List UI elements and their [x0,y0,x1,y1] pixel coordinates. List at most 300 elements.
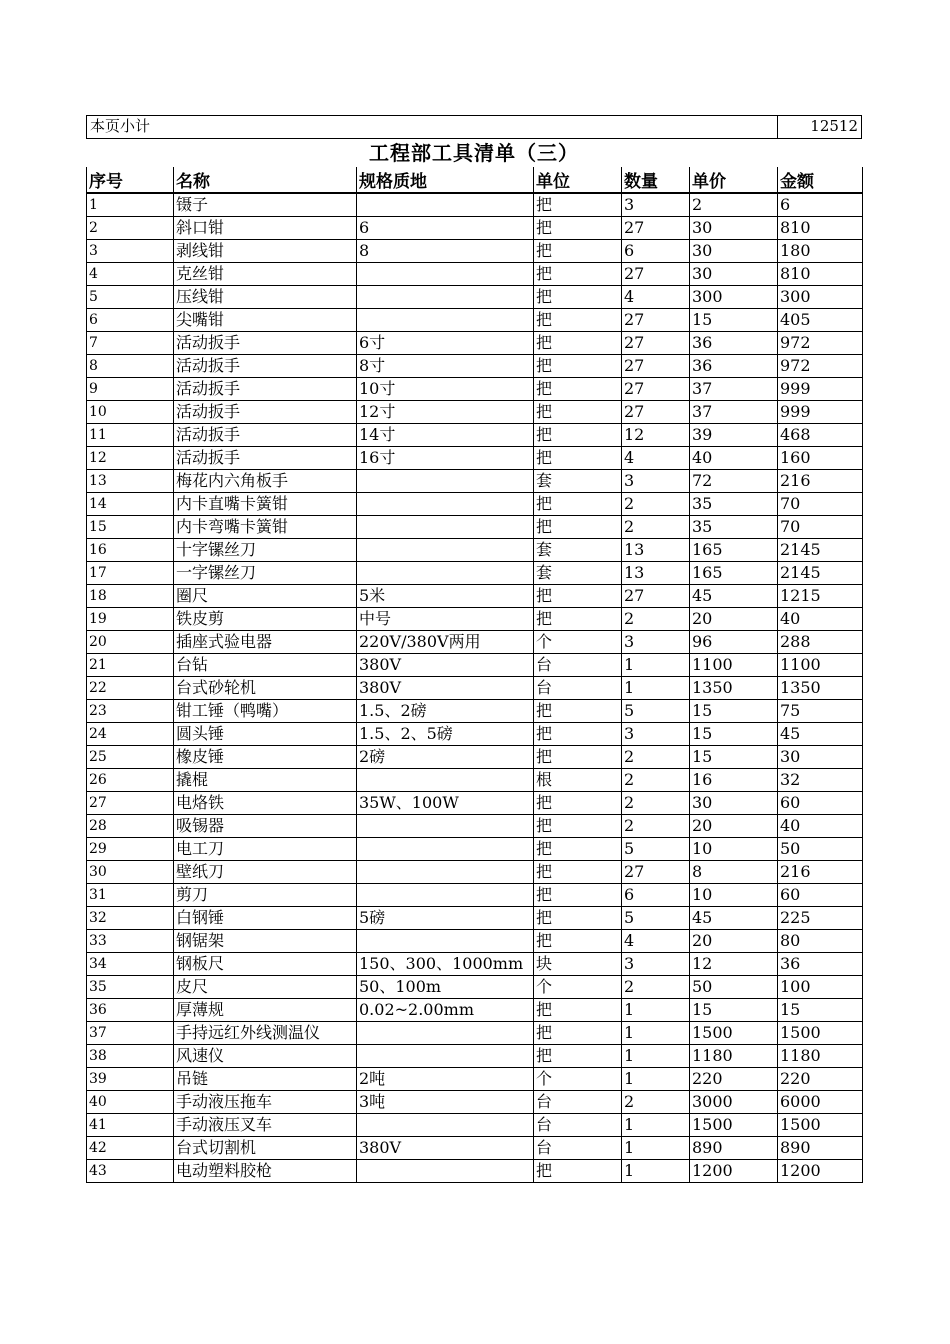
cell-spec: 380V [357,1137,534,1160]
cell-quantity: 13 [622,539,690,562]
cell-name: 电动塑料胶枪 [174,1160,357,1183]
cell-spec: 8 [357,240,534,263]
cell-name: 十字镙丝刀 [174,539,357,562]
cell-quantity: 3 [622,631,690,654]
cell-seq: 26 [87,769,174,792]
header-name: 名称 [174,167,357,193]
tools-table [86,167,863,1183]
cell-seq: 29 [87,838,174,861]
cell-unit: 套 [534,539,622,562]
cell-unit-price: 15 [690,309,778,332]
sheet-title: 工程部工具清单（三） [369,141,579,165]
cell-quantity: 2 [622,608,690,631]
cell-unit: 台 [534,1091,622,1114]
table-row [87,1114,863,1137]
cell-name: 内卡直嘴卡簧钳 [174,493,357,516]
cell-spec [357,815,534,838]
cell-seq: 18 [87,585,174,608]
cell-seq: 43 [87,1160,174,1183]
cell-quantity: 2 [622,815,690,838]
cell-quantity: 4 [622,930,690,953]
cell-unit-price: 16 [690,769,778,792]
cell-unit-price: 50 [690,976,778,999]
cell-seq: 40 [87,1091,174,1114]
cell-spec: 16寸 [357,447,534,470]
cell-quantity: 5 [622,838,690,861]
cell-spec [357,470,534,493]
subtotal-label: 本页小计 [90,117,151,135]
cell-quantity: 27 [622,309,690,332]
header-row [87,167,863,193]
cell-name: 斜口钳 [174,217,357,240]
cell-unit: 台 [534,1137,622,1160]
cell-quantity: 27 [622,861,690,884]
cell-name: 台钻 [174,654,357,677]
cell-unit-price: 1500 [690,1114,778,1137]
header-unit: 单位 [534,167,622,193]
cell-unit: 把 [534,585,622,608]
cell-amount: 2145 [778,539,863,562]
cell-spec [357,838,534,861]
table-row [87,654,863,677]
cell-unit: 把 [534,700,622,723]
cell-unit-price: 1180 [690,1045,778,1068]
table-row [87,953,863,976]
cell-quantity: 27 [622,401,690,424]
cell-quantity: 3 [622,193,690,217]
cell-seq: 25 [87,746,174,769]
table-row [87,240,863,263]
cell-spec [357,884,534,907]
cell-unit-price: 10 [690,884,778,907]
cell-unit: 把 [534,930,622,953]
cell-unit-price: 30 [690,217,778,240]
cell-unit-price: 36 [690,332,778,355]
cell-seq: 8 [87,355,174,378]
table-row [87,930,863,953]
table-row [87,838,863,861]
cell-unit-price: 45 [690,907,778,930]
cell-quantity: 27 [622,217,690,240]
cell-amount: 405 [778,309,863,332]
cell-unit: 套 [534,470,622,493]
table-row [87,562,863,585]
cell-name: 台式砂轮机 [174,677,357,700]
cell-amount: 60 [778,884,863,907]
table-row [87,332,863,355]
cell-name: 一字镙丝刀 [174,562,357,585]
cell-name: 活动扳手 [174,447,357,470]
cell-spec: 10寸 [357,378,534,401]
table-row [87,700,863,723]
cell-unit: 把 [534,493,622,516]
table-row [87,792,863,815]
cell-name: 橡皮锤 [174,746,357,769]
table-row [87,746,863,769]
cell-unit: 把 [534,516,622,539]
cell-spec [357,1022,534,1045]
cell-unit: 把 [534,309,622,332]
cell-amount: 45 [778,723,863,746]
cell-name: 电工刀 [174,838,357,861]
cell-name: 手持远红外线测温仪 [174,1022,357,1045]
table-row [87,769,863,792]
cell-amount: 288 [778,631,863,654]
cell-seq: 17 [87,562,174,585]
cell-name: 尖嘴钳 [174,309,357,332]
cell-name: 圆头锤 [174,723,357,746]
cell-seq: 32 [87,907,174,930]
cell-seq: 31 [87,884,174,907]
table-row [87,309,863,332]
cell-unit-price: 8 [690,861,778,884]
table-row [87,631,863,654]
cell-spec [357,562,534,585]
table-row [87,470,863,493]
table-row [87,493,863,516]
subtotal-row [86,115,862,139]
cell-seq: 23 [87,700,174,723]
cell-unit-price: 300 [690,286,778,309]
table-row [87,815,863,838]
cell-spec [357,516,534,539]
cell-unit-price: 15 [690,999,778,1022]
cell-unit: 把 [534,263,622,286]
cell-amount: 1350 [778,677,863,700]
cell-unit: 把 [534,217,622,240]
cell-amount: 1200 [778,1160,863,1183]
cell-quantity: 2 [622,976,690,999]
cell-seq: 4 [87,263,174,286]
cell-name: 活动扳手 [174,401,357,424]
cell-amount: 300 [778,286,863,309]
cell-quantity: 3 [622,723,690,746]
cell-name: 壁纸刀 [174,861,357,884]
table-row [87,976,863,999]
cell-spec [357,1160,534,1183]
cell-name: 剪刀 [174,884,357,907]
cell-amount: 32 [778,769,863,792]
table-row [87,1068,863,1091]
cell-quantity: 4 [622,447,690,470]
cell-name: 剥线钳 [174,240,357,263]
cell-seq: 14 [87,493,174,516]
cell-quantity: 27 [622,355,690,378]
cell-unit-price: 15 [690,723,778,746]
cell-unit-price: 2 [690,193,778,217]
cell-unit-price: 36 [690,355,778,378]
cell-quantity: 2 [622,769,690,792]
cell-spec [357,286,534,309]
cell-unit-price: 45 [690,585,778,608]
cell-quantity: 27 [622,585,690,608]
cell-unit: 把 [534,746,622,769]
cell-spec [357,1045,534,1068]
cell-spec [357,493,534,516]
cell-spec: 1.5、2、5磅 [357,723,534,746]
subtotal-value: 12512 [777,116,861,138]
cell-name: 手动液压叉车 [174,1114,357,1137]
cell-amount: 30 [778,746,863,769]
cell-seq: 39 [87,1068,174,1091]
cell-name: 活动扳手 [174,355,357,378]
cell-unit: 把 [534,608,622,631]
cell-amount: 468 [778,424,863,447]
cell-unit-price: 15 [690,746,778,769]
cell-spec [357,539,534,562]
table-row [87,286,863,309]
table-row [87,539,863,562]
cell-quantity: 1 [622,999,690,1022]
cell-spec [357,309,534,332]
cell-name: 镊子 [174,193,357,217]
cell-unit-price: 15 [690,700,778,723]
cell-seq: 24 [87,723,174,746]
cell-amount: 225 [778,907,863,930]
cell-unit: 把 [534,355,622,378]
cell-unit-price: 20 [690,815,778,838]
cell-seq: 34 [87,953,174,976]
cell-amount: 40 [778,815,863,838]
cell-unit-price: 20 [690,608,778,631]
cell-seq: 20 [87,631,174,654]
cell-seq: 42 [87,1137,174,1160]
cell-spec: 1.5、2磅 [357,700,534,723]
header-amount: 金额 [778,167,863,193]
cell-amount: 1500 [778,1022,863,1045]
cell-seq: 9 [87,378,174,401]
cell-name: 梅花内六角板手 [174,470,357,493]
cell-seq: 41 [87,1114,174,1137]
cell-seq: 37 [87,1022,174,1045]
header-quantity: 数量 [622,167,690,193]
cell-unit-price: 12 [690,953,778,976]
cell-spec: 50、100m [357,976,534,999]
cell-seq: 21 [87,654,174,677]
cell-quantity: 1 [622,1114,690,1137]
cell-quantity: 1 [622,1160,690,1183]
cell-unit-price: 1350 [690,677,778,700]
cell-unit-price: 1100 [690,654,778,677]
cell-unit: 把 [534,193,622,217]
cell-unit: 把 [534,1022,622,1045]
cell-seq: 27 [87,792,174,815]
cell-unit: 把 [534,424,622,447]
cell-unit: 把 [534,792,622,815]
cell-amount: 80 [778,930,863,953]
cell-unit-price: 72 [690,470,778,493]
cell-amount: 810 [778,263,863,286]
cell-amount: 1215 [778,585,863,608]
cell-unit: 把 [534,838,622,861]
table-row [87,1091,863,1114]
cell-spec: 6 [357,217,534,240]
cell-amount: 1100 [778,654,863,677]
cell-amount: 220 [778,1068,863,1091]
header-seq: 序号 [87,167,174,193]
cell-name: 圈尺 [174,585,357,608]
cell-spec [357,769,534,792]
cell-unit-price: 30 [690,263,778,286]
cell-unit: 个 [534,1068,622,1091]
cell-seq: 38 [87,1045,174,1068]
cell-amount: 1180 [778,1045,863,1068]
cell-unit-price: 30 [690,240,778,263]
cell-amount: 890 [778,1137,863,1160]
cell-unit-price: 35 [690,493,778,516]
cell-unit: 把 [534,378,622,401]
cell-quantity: 1 [622,654,690,677]
cell-spec: 35W、100W [357,792,534,815]
cell-name: 压线钳 [174,286,357,309]
cell-seq: 12 [87,447,174,470]
cell-name: 活动扳手 [174,332,357,355]
cell-spec: 12寸 [357,401,534,424]
cell-amount: 70 [778,516,863,539]
cell-unit: 把 [534,240,622,263]
cell-seq: 33 [87,930,174,953]
cell-unit-price: 37 [690,378,778,401]
cell-quantity: 6 [622,884,690,907]
table-row [87,424,863,447]
header-spec: 规格质地 [357,167,534,193]
table-row [87,884,863,907]
cell-name: 皮尺 [174,976,357,999]
cell-amount: 100 [778,976,863,999]
cell-amount: 2145 [778,562,863,585]
header-unit-price: 单价 [690,167,778,193]
cell-unit: 把 [534,861,622,884]
cell-amount: 1500 [778,1114,863,1137]
cell-name: 铁皮剪 [174,608,357,631]
cell-amount: 810 [778,217,863,240]
cell-quantity: 2 [622,746,690,769]
cell-seq: 13 [87,470,174,493]
cell-amount: 6000 [778,1091,863,1114]
cell-unit-price: 35 [690,516,778,539]
cell-unit: 把 [534,332,622,355]
table-row [87,1022,863,1045]
cell-quantity: 5 [622,700,690,723]
cell-unit: 把 [534,907,622,930]
cell-amount: 160 [778,447,863,470]
cell-spec [357,193,534,217]
cell-amount: 50 [778,838,863,861]
cell-spec: 2磅 [357,746,534,769]
cell-seq: 7 [87,332,174,355]
cell-quantity: 13 [622,562,690,585]
cell-spec: 220V/380V两用 [357,631,534,654]
cell-unit-price: 165 [690,562,778,585]
cell-unit: 台 [534,654,622,677]
cell-quantity: 1 [622,1022,690,1045]
cell-unit: 把 [534,1160,622,1183]
cell-unit-price: 1200 [690,1160,778,1183]
cell-unit: 把 [534,884,622,907]
cell-spec: 5磅 [357,907,534,930]
cell-unit: 把 [534,286,622,309]
cell-quantity: 1 [622,1068,690,1091]
cell-name: 手动液压拖车 [174,1091,357,1114]
cell-name: 插座式验电器 [174,631,357,654]
cell-amount: 60 [778,792,863,815]
table-row [87,608,863,631]
cell-amount: 15 [778,999,863,1022]
cell-spec: 6寸 [357,332,534,355]
cell-amount: 972 [778,355,863,378]
cell-quantity: 12 [622,424,690,447]
cell-quantity: 6 [622,240,690,263]
cell-unit-price: 165 [690,539,778,562]
cell-quantity: 27 [622,263,690,286]
cell-seq: 22 [87,677,174,700]
cell-amount: 216 [778,470,863,493]
table-row [87,355,863,378]
table-row [87,447,863,470]
cell-quantity: 27 [622,332,690,355]
cell-unit-price: 30 [690,792,778,815]
cell-amount: 6 [778,193,863,217]
cell-unit: 把 [534,723,622,746]
table-row [87,907,863,930]
cell-name: 钳工锤（鸭嘴） [174,700,357,723]
cell-quantity: 4 [622,286,690,309]
cell-quantity: 1 [622,1045,690,1068]
cell-name: 活动扳手 [174,378,357,401]
cell-spec: 14寸 [357,424,534,447]
cell-amount: 999 [778,401,863,424]
cell-seq: 28 [87,815,174,838]
cell-spec: 3吨 [357,1091,534,1114]
cell-amount: 180 [778,240,863,263]
cell-seq: 15 [87,516,174,539]
cell-unit-price: 10 [690,838,778,861]
cell-name: 风速仪 [174,1045,357,1068]
cell-unit-price: 890 [690,1137,778,1160]
cell-spec: 380V [357,654,534,677]
cell-name: 吊链 [174,1068,357,1091]
cell-quantity: 3 [622,470,690,493]
table-row [87,677,863,700]
cell-unit: 台 [534,677,622,700]
cell-amount: 40 [778,608,863,631]
cell-amount: 999 [778,378,863,401]
table-row [87,217,863,240]
cell-name: 撬棍 [174,769,357,792]
cell-seq: 2 [87,217,174,240]
cell-seq: 1 [87,193,174,217]
cell-amount: 75 [778,700,863,723]
table-row [87,263,863,286]
cell-seq: 6 [87,309,174,332]
cell-amount: 36 [778,953,863,976]
cell-seq: 11 [87,424,174,447]
cell-quantity: 5 [622,907,690,930]
cell-unit-price: 40 [690,447,778,470]
cell-unit: 个 [534,631,622,654]
cell-spec [357,861,534,884]
cell-quantity: 2 [622,516,690,539]
cell-unit-price: 20 [690,930,778,953]
cell-spec: 8寸 [357,355,534,378]
cell-unit-price: 39 [690,424,778,447]
cell-name: 内卡弯嘴卡簧钳 [174,516,357,539]
table-row [87,378,863,401]
cell-seq: 30 [87,861,174,884]
cell-amount: 70 [778,493,863,516]
cell-unit-price: 37 [690,401,778,424]
cell-unit-price: 1500 [690,1022,778,1045]
